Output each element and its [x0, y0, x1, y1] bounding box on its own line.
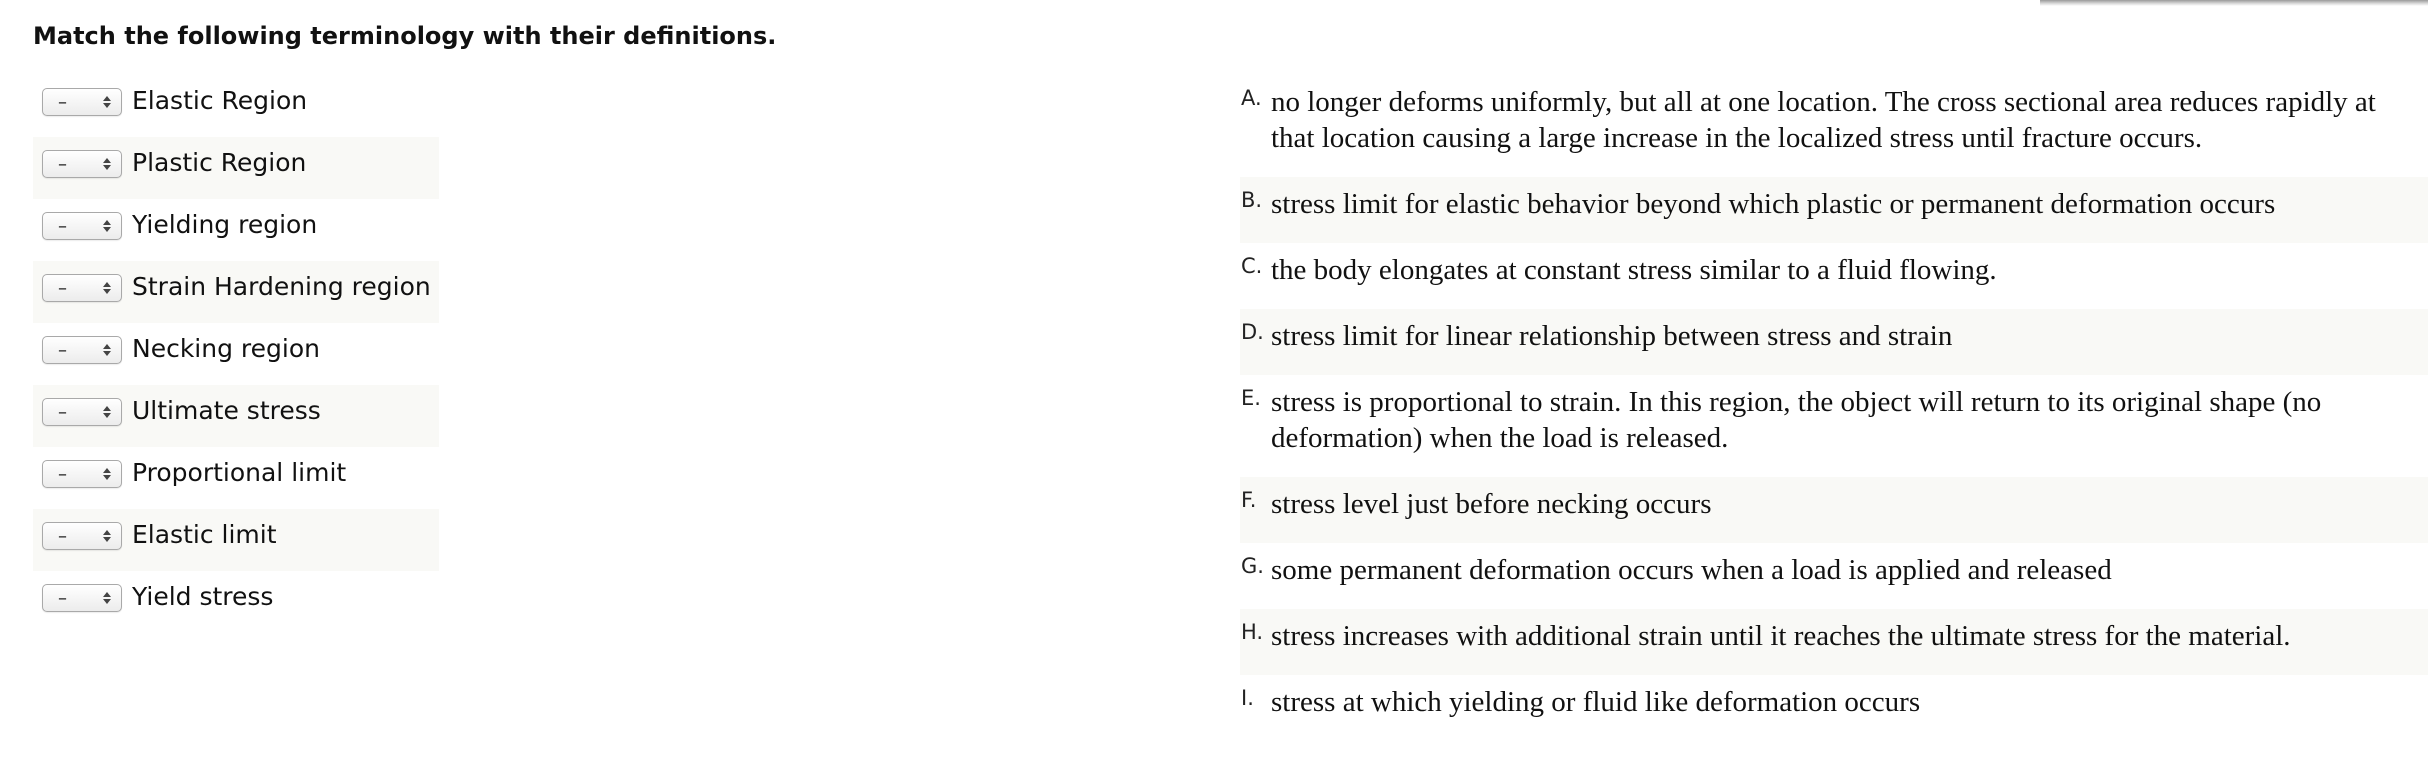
definition-text: stress at which yielding or fluid like deformation occurs	[1271, 686, 1921, 718]
definition-row	[1240, 477, 2428, 543]
term-label: Strain Hardening region	[132, 272, 431, 301]
match-select-ultimate-stress[interactable]	[42, 398, 122, 426]
definition-row	[1240, 243, 2428, 309]
definition-text: some permanent deformation occurs when a load is applied and released	[1271, 554, 2112, 586]
definition-row	[1240, 609, 2428, 675]
match-select-yielding-region[interactable]	[42, 212, 122, 240]
match-select-strain-hardening-region[interactable]	[42, 274, 122, 302]
definition-row	[1240, 375, 2428, 477]
select-arrows-icon	[103, 282, 111, 294]
term-row	[33, 261, 439, 323]
definition-text: stress limit for elastic behavior beyond which plastic or permanent deformation occurs	[1271, 188, 2276, 220]
select-arrows-icon	[103, 406, 111, 418]
select-arrows-icon	[103, 96, 111, 108]
definition-letter: A.	[1241, 86, 1262, 110]
definition-row	[1240, 177, 2428, 243]
term-row	[33, 75, 439, 137]
definition-text: stress level just before necking occurs	[1271, 488, 1712, 520]
definition-text: stress limit for linear relationship between stress and strain	[1271, 320, 1953, 352]
term-label: Elastic Region	[132, 86, 308, 115]
term-row	[33, 385, 439, 447]
select-value: –	[58, 339, 67, 361]
definition-row	[1240, 309, 2428, 375]
term-label: Yielding region	[132, 210, 318, 239]
select-value: –	[58, 153, 67, 175]
definitions-list	[1240, 75, 2428, 741]
instructions-heading: Match the following terminology with their definitions.	[33, 22, 777, 50]
definition-row	[1240, 75, 2428, 177]
definition-letter: B.	[1241, 188, 1263, 212]
term-label: Necking region	[132, 334, 320, 363]
term-label: Proportional limit	[132, 458, 347, 487]
term-label: Plastic Region	[132, 148, 307, 177]
definition-letter: E.	[1241, 386, 1261, 410]
select-arrows-icon	[103, 530, 111, 542]
select-arrows-icon	[103, 468, 111, 480]
match-select-proportional-limit[interactable]	[42, 460, 122, 488]
term-row	[33, 137, 439, 199]
select-arrows-icon	[103, 220, 111, 232]
select-value: –	[58, 401, 67, 423]
select-arrows-icon	[103, 344, 111, 356]
select-value: –	[58, 215, 67, 237]
definition-text: stress is proportional to strain. In this region, the object will return to its original shape (no deformation) when the load is released.	[1271, 386, 2322, 454]
match-select-necking-region[interactable]	[42, 336, 122, 364]
term-row	[33, 447, 439, 509]
term-label: Elastic limit	[132, 520, 277, 549]
terms-list	[33, 75, 439, 633]
select-value: –	[58, 525, 67, 547]
match-select-elastic-limit[interactable]	[42, 522, 122, 550]
match-select-elastic-region[interactable]	[42, 88, 122, 116]
definition-letter: D.	[1241, 320, 1264, 344]
match-select-yield-stress[interactable]	[42, 584, 122, 612]
match-select-plastic-region[interactable]	[42, 150, 122, 178]
definition-letter: C.	[1241, 254, 1263, 278]
term-row	[33, 323, 439, 385]
definition-letter: G.	[1241, 554, 1264, 578]
definition-row	[1240, 675, 2428, 741]
term-label: Ultimate stress	[132, 396, 321, 425]
term-label: Yield stress	[132, 582, 274, 611]
term-row	[33, 509, 439, 571]
term-row	[33, 571, 439, 633]
select-arrows-icon	[103, 158, 111, 170]
select-value: –	[58, 91, 67, 113]
definition-text: stress increases with additional strain until it reaches the ultimate stress for the material.	[1271, 620, 2291, 652]
select-value: –	[58, 587, 67, 609]
definition-letter: F.	[1241, 488, 1257, 512]
select-arrows-icon	[103, 592, 111, 604]
term-row	[33, 199, 439, 261]
definition-letter: H.	[1241, 620, 1264, 644]
window-edge-shadow	[2040, 0, 2428, 6]
definition-letter: I.	[1241, 686, 1254, 710]
select-value: –	[58, 463, 67, 485]
definition-text: the body elongates at constant stress similar to a fluid flowing.	[1271, 254, 1997, 286]
definition-row	[1240, 543, 2428, 609]
definition-text: no longer deforms uniformly, but all at one location. The cross sectional area reduces rapidly at that location causing a large increase in the localized stress until fracture occurs.	[1271, 86, 2376, 154]
select-value: –	[58, 277, 67, 299]
